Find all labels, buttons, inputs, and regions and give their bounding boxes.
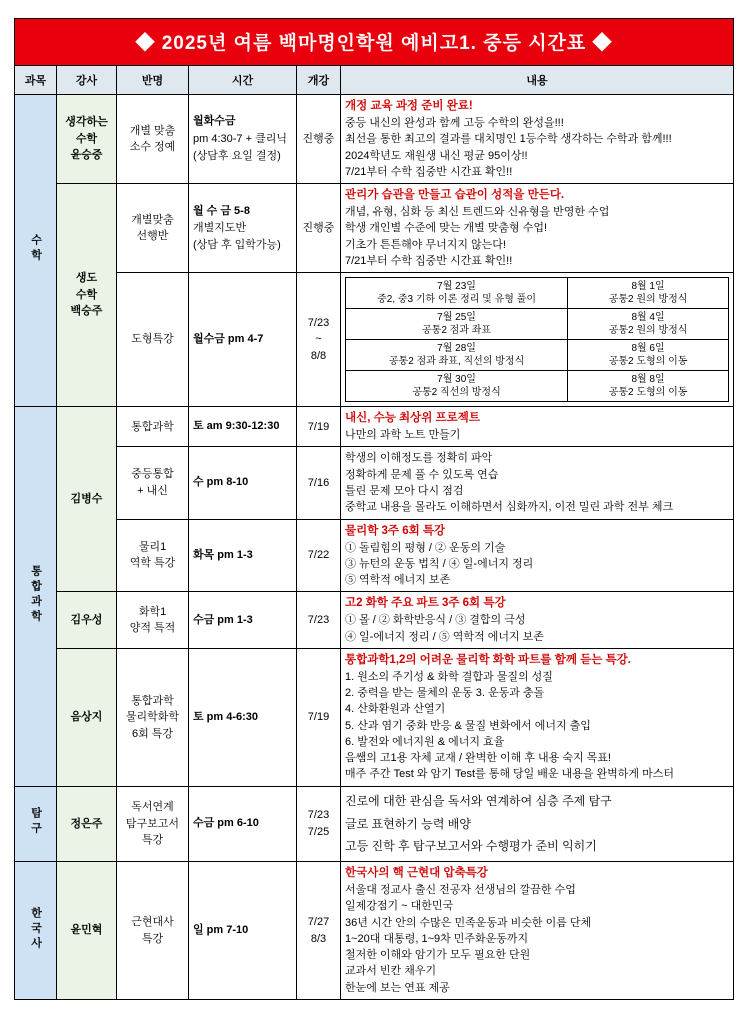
time-cell xyxy=(189,273,297,407)
inner-date: 8월 6일 xyxy=(631,343,665,355)
class-line: 물리1 xyxy=(138,540,167,553)
inner-row xyxy=(346,278,729,309)
time-cell xyxy=(189,95,297,184)
time-cell xyxy=(189,592,297,649)
time-line: (상담 후 입학가능) xyxy=(193,238,281,251)
content-line: 서울대 정교사 출신 전공자 선생님의 깔끔한 수업 xyxy=(345,884,576,897)
header-content: 내용 xyxy=(341,66,734,95)
time-cell xyxy=(189,519,297,592)
content-line: 7/21부터 수학 집중반 시간표 확인!! xyxy=(345,165,513,178)
class-line: 도형특강 xyxy=(131,333,174,346)
table-row xyxy=(15,407,734,447)
open-line: ~ xyxy=(315,333,322,346)
time-line: 토 am 9:30-12:30 xyxy=(193,420,280,433)
table-row xyxy=(15,786,734,861)
header-teacher: 강사 xyxy=(57,66,117,95)
class-line: 개별맞춤 xyxy=(131,213,174,226)
class-name-cell xyxy=(117,447,189,519)
content-title: 내신, 수능 최상위 프로젝트 xyxy=(345,412,480,425)
content-cell xyxy=(341,648,734,786)
content-line: ⑤ 역학적 에너지 보존 xyxy=(345,574,451,587)
content-line: 개념, 유형, 심화 등 최신 트렌드와 신유형을 반영한 수업 xyxy=(345,206,610,219)
content-cell-inner-table xyxy=(341,273,734,407)
class-name-cell xyxy=(117,862,189,1000)
inner-date: 8월 8일 xyxy=(631,374,665,386)
subject-math xyxy=(15,95,57,407)
inner-date: 8월 4일 xyxy=(631,312,665,324)
content-line: 매주 주간 Test 와 암기 Test를 통해 당일 배운 내용을 완벽하게 마스터 xyxy=(345,768,674,781)
inner-cell-right xyxy=(568,340,729,371)
inner-row xyxy=(346,309,729,340)
teacher-yoon-seungjung xyxy=(57,95,117,184)
header-classname: 반명 xyxy=(117,66,189,95)
content-line: 틀린 문제 모아 다시 점검 xyxy=(345,484,464,497)
open-date-cell: 진행중 xyxy=(297,95,341,184)
teacher-line: 김병수 xyxy=(70,492,103,505)
content-line: 나만의 과학 노트 만들기 xyxy=(345,429,461,442)
content-line: 7/21부터 수학 집중반 시간표 확인!! xyxy=(345,254,513,267)
content-line: 일제강점기 ~ 대한민국 xyxy=(345,900,454,913)
content-cell xyxy=(341,184,734,273)
table-row xyxy=(15,592,734,649)
teacher-jeong-eunju xyxy=(57,786,117,861)
open-date-cell: 7/22 xyxy=(297,519,341,592)
content-line: 고등 진학 후 탐구보고서와 수행평가 준비 익히기 xyxy=(345,839,597,854)
content-line: 정확하게 문제 풀 수 있도록 연습 xyxy=(345,468,499,481)
inner-row xyxy=(346,340,729,371)
time-line: 화목 pm 1-3 xyxy=(193,548,253,561)
header-open: 개강 xyxy=(297,66,341,95)
class-name-cell xyxy=(117,648,189,786)
class-line: 6회 특강 xyxy=(131,727,174,740)
subject-science xyxy=(15,407,57,787)
inner-cell-left xyxy=(346,278,568,309)
time-line: 수금 pm 6-10 xyxy=(193,817,259,830)
content-line: 음쌤의 고1용 자체 교재 / 완벽한 이해 후 내용 숙지 목표! xyxy=(345,752,611,765)
time-line: 수금 pm 1-3 xyxy=(193,613,253,626)
content-line: 한눈에 보는 연표 제공 xyxy=(345,981,450,994)
class-line: + 내신 xyxy=(137,484,168,497)
content-title: 개정 교육 과정 준비 완료! xyxy=(345,100,473,112)
teacher-line: 백승주 xyxy=(70,305,103,318)
inner-desc: 공통2 도형의 이동 xyxy=(608,356,688,368)
inner-date: 7월 25일 xyxy=(437,312,476,324)
open-date-cell xyxy=(297,862,341,1000)
content-line: 2. 중력을 받는 물체의 운동 3. 운동과 충돌 xyxy=(345,687,545,700)
class-name-cell xyxy=(117,407,189,447)
content-line: 중학교 내용을 몰라도 이해하면서 심화까지, 이전 밀린 과학 전부 체크 xyxy=(345,501,674,514)
content-line: 6. 발전와 에너지원 & 에너지 효율 xyxy=(345,735,505,748)
table-row xyxy=(15,184,734,273)
teacher-line: 수학 xyxy=(75,288,98,301)
inner-cell-right xyxy=(568,371,729,402)
open-date-cell xyxy=(297,786,341,861)
open-line: 7/23 xyxy=(307,316,330,329)
teacher-kim-byeongsu xyxy=(57,407,117,592)
inner-date: 7월 28일 xyxy=(437,343,476,355)
class-name-cell xyxy=(117,519,189,592)
time-cell xyxy=(189,862,297,1000)
class-name-cell xyxy=(117,592,189,649)
content-cell xyxy=(341,407,734,447)
open-date-cell: 진행중 xyxy=(297,184,341,273)
open-line: 7/25 xyxy=(307,825,330,838)
table-row xyxy=(15,95,734,184)
time-line: pm 4:30-7 + 클리닉 xyxy=(193,132,287,145)
content-line: 1~20대 대통령, 1~9차 민주화운동까지 xyxy=(345,932,529,945)
content-line: 학생의 이해정도를 정확히 파악 xyxy=(345,452,493,465)
open-date-cell: 7/19 xyxy=(297,648,341,786)
table-row xyxy=(15,648,734,786)
class-name-cell xyxy=(117,95,189,184)
open-date-cell: 7/19 xyxy=(297,407,341,447)
class-line: 통합과학 xyxy=(131,420,174,433)
content-line: 1. 원소의 주기성 & 화학 결합과 물질의 성질 xyxy=(345,670,553,683)
inner-cell-right xyxy=(568,278,729,309)
inner-date: 7월 23일 xyxy=(437,281,476,293)
teacher-line: 생도 xyxy=(75,272,98,285)
class-line: 소수 정예 xyxy=(129,141,176,154)
geometry-special-table xyxy=(345,277,729,402)
time-line: 토 pm 4-6:30 xyxy=(193,710,259,723)
class-line: 특강 xyxy=(141,932,164,945)
teacher-line: 윤승중 xyxy=(70,149,103,162)
content-line: 2024학년도 재원생 내신 평균 95이상!! xyxy=(345,149,528,162)
content-line: ① 돌림힘의 평형 / ② 운동의 기술 xyxy=(345,541,506,554)
class-line: 개별 맞춤 xyxy=(129,124,176,137)
time-line: 월 수 금 5-8 xyxy=(193,204,250,217)
inner-desc: 공통2 원의 방정식 xyxy=(608,325,688,337)
content-cell xyxy=(341,862,734,1000)
content-title: 통합과학1,2의 어려운 물리학 화학 파트를 함께 듣는 특강. xyxy=(345,653,631,666)
teacher-baek-seungju xyxy=(57,184,117,407)
open-date-cell: 7/23 xyxy=(297,592,341,649)
subject-history xyxy=(15,862,57,1000)
table-row xyxy=(15,519,734,592)
time-cell xyxy=(189,447,297,519)
class-name-cell xyxy=(117,184,189,273)
content-title: 한국사의 핵 근현대 압축특강 xyxy=(345,867,488,880)
inner-desc: 공통2 직선의 방정식 xyxy=(412,387,501,399)
inner-date: 7월 30일 xyxy=(437,374,476,386)
inner-desc: 공통2 점과 좌표 xyxy=(422,325,492,337)
content-line: 학생 개인별 수준에 맞는 개별 맞춤형 수업! xyxy=(345,222,548,235)
time-line: 월화수금 xyxy=(193,115,236,128)
content-line: 철저한 이해와 암기가 모두 필요한 단원 xyxy=(345,949,531,962)
inner-desc: 공통2 원의 방정식 xyxy=(608,294,688,306)
inner-desc: 공통2 점과 좌표, 직선의 방정식 xyxy=(388,356,525,368)
table-row xyxy=(15,447,734,519)
content-title: 관리가 습관을 만들고 습관이 성적을 만든다. xyxy=(345,189,565,202)
content-line: 5. 산과 염기 중화 반응 & 물질 변화에서 에너지 출입 xyxy=(345,719,591,732)
open-line: 7/27 xyxy=(307,916,330,929)
time-line: 수 pm 8-10 xyxy=(193,476,249,489)
open-date-cell: 7/16 xyxy=(297,447,341,519)
subject-history-label: 한국사 xyxy=(29,906,42,952)
subject-math-label: 수학 xyxy=(29,234,42,265)
content-line: 글로 표현하기 능력 배양 xyxy=(345,816,471,831)
header-subject: 과목 xyxy=(15,66,57,95)
class-line: 특강 xyxy=(141,834,164,847)
open-line: 8/3 xyxy=(310,932,327,945)
content-cell xyxy=(341,519,734,592)
teacher-line: 생각하는 xyxy=(65,116,108,129)
class-line: 통합과학 xyxy=(131,694,174,707)
time-line: 월수금 pm 4-7 xyxy=(193,333,264,346)
class-line: 근현대사 xyxy=(131,916,174,929)
open-line: 7/23 xyxy=(307,809,330,822)
teacher-eum-sangji xyxy=(57,648,117,786)
subject-science-label: 통합과학 xyxy=(29,564,42,625)
content-cell xyxy=(341,95,734,184)
content-line: 4. 산화환원과 산열기 xyxy=(345,703,446,716)
schedule-table xyxy=(14,65,734,1000)
class-line: 독서연계 xyxy=(131,801,174,814)
time-cell xyxy=(189,184,297,273)
content-cell xyxy=(341,447,734,519)
teacher-yoon-minhyeok xyxy=(57,862,117,1000)
class-line: 역학 특강 xyxy=(129,557,176,570)
table-header-row xyxy=(15,66,734,95)
content-line: 중등 내신의 완성과 함께 고등 수학의 완성을!!! xyxy=(345,117,564,130)
class-line: 선행반 xyxy=(136,230,169,243)
teacher-line: 윤민혁 xyxy=(70,924,103,937)
time-line: (상담후 요일 결정) xyxy=(193,149,281,162)
inner-cell-left xyxy=(346,340,568,371)
teacher-kim-wooseong xyxy=(57,592,117,649)
time-line: 개별지도반 xyxy=(193,221,247,234)
inner-cell-right xyxy=(568,309,729,340)
teacher-line: 김우성 xyxy=(70,613,103,626)
content-line: 기초가 튼튼해야 무너지지 않는다! xyxy=(345,238,506,251)
class-line: 탐구보고서 xyxy=(125,817,180,830)
inner-date: 8월 1일 xyxy=(631,281,665,293)
time-line: 일 pm 7-10 xyxy=(193,924,249,937)
class-line: 양적 특적 xyxy=(129,622,176,635)
content-title: 물리학 3주 6회 특강 xyxy=(345,524,446,537)
content-line: 진로에 대한 관심을 독서와 연계하여 심층 주제 탐구 xyxy=(345,793,612,808)
header-time: 시간 xyxy=(189,66,297,95)
content-line: ① 몰 / ② 화학반응식 / ③ 결합의 극성 xyxy=(345,614,526,627)
time-cell xyxy=(189,648,297,786)
content-line: 36년 시간 안의 수많은 민족운동과 비슷한 이름 단체 xyxy=(345,916,592,929)
time-cell xyxy=(189,786,297,861)
content-cell xyxy=(341,786,734,861)
teacher-line: 정은주 xyxy=(70,817,103,830)
content-line: ④ 일-에너지 정리 / ⑤ 역학적 에너지 보존 xyxy=(345,630,544,643)
table-row xyxy=(15,273,734,407)
inner-desc: 공통2 도형의 이동 xyxy=(608,387,688,399)
inner-cell-left xyxy=(346,371,568,402)
page-title: ◆ 2025년 여름 백마명인학원 예비고1. 중등 시간표 ◆ xyxy=(14,18,734,65)
class-line: 중등통합 xyxy=(131,468,174,481)
inner-cell-left xyxy=(346,309,568,340)
inner-desc: 중2, 중3 기하 이론 정리 및 유형 풀이 xyxy=(377,294,537,306)
content-line: 최선을 통한 최고의 결과를 대치명인 1등수학 생각하는 수학과 함께!!! xyxy=(345,133,672,146)
class-line: 물리학화학 xyxy=(125,711,180,724)
content-cell xyxy=(341,592,734,649)
content-title: 고2 화학 주요 파트 3주 6회 특강 xyxy=(345,597,506,610)
open-date-cell xyxy=(297,273,341,407)
class-line: 화학1 xyxy=(138,605,167,618)
class-name-cell xyxy=(117,786,189,861)
content-line: 교과서 빈칸 채우기 xyxy=(345,965,437,978)
inner-row xyxy=(346,371,729,402)
content-line: ③ 뉴턴의 운동 법칙 / ④ 일-에너지 정리 xyxy=(345,557,534,570)
subject-inquiry xyxy=(15,786,57,861)
teacher-line: 수학 xyxy=(75,132,98,145)
time-cell xyxy=(189,407,297,447)
teacher-line: 음상지 xyxy=(70,711,103,724)
table-row xyxy=(15,862,734,1000)
open-line: 8/8 xyxy=(310,349,327,362)
subject-inquiry-label: 탐구 xyxy=(29,807,42,838)
class-name-cell xyxy=(117,273,189,407)
